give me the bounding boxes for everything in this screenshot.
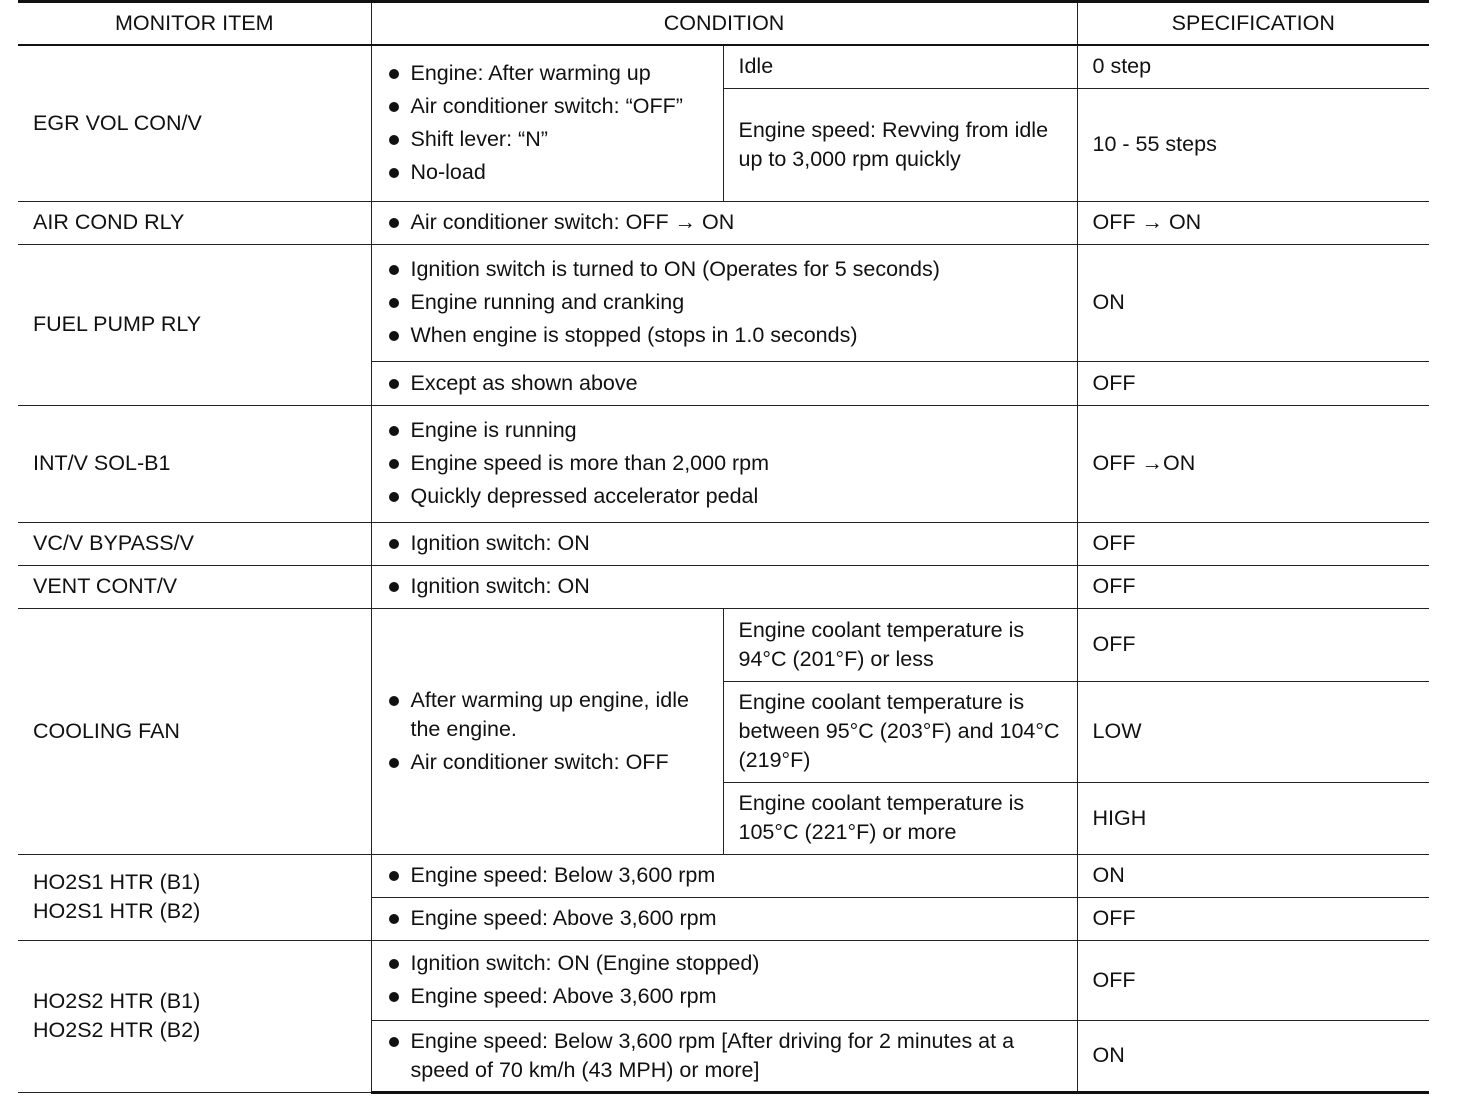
specification-cell: 10 - 55 steps [1077,88,1429,201]
sub-condition-cell: Engine coolant temperature is 105°C (221°F) or more [723,782,1077,854]
specification-cell: OFF [1077,361,1429,405]
table-row [18,940,1429,1020]
condition-cell [371,45,723,201]
specification-cell: OFF → ON [1077,201,1429,244]
list-item: Quickly depressed accelerator pedal [387,482,1067,511]
monitor-spec-table [18,0,1429,1094]
specification-cell: OFF [1077,565,1429,608]
list-item: Engine speed is more than 2,000 rpm [387,449,1067,478]
list-item: Ignition switch: ON [387,529,1067,558]
condition-cell [371,405,1077,522]
condition-cell [371,565,1077,608]
table-row [18,45,1429,88]
list-item: Ignition switch: ON [387,572,1067,601]
table-row [18,405,1429,522]
list-item: When engine is stopped (stops in 1.0 seconds) [387,321,1067,350]
condition-cell [371,897,1077,940]
specification-cell: ON [1077,854,1429,897]
specification-cell: ON [1077,1020,1429,1092]
list-item: Engine speed: Above 3,600 rpm [387,904,1067,933]
list-item: Engine speed: Above 3,600 rpm [387,982,1067,1011]
list-item: After warming up engine, idle the engine. [387,686,713,744]
specification-cell: OFF [1077,608,1429,681]
list-item: Ignition switch: ON (Engine stopped) [387,949,1067,978]
specification-cell: ON [1077,244,1429,361]
list-item: Air conditioner switch: OFF [387,748,713,777]
monitor-item-cell: AIR COND RLY [18,201,371,244]
list-item: Engine speed: Below 3,600 rpm [After driving for 2 minutes at a speed of 70 km/h (43 MPH) or more] [387,1027,1067,1085]
specification-cell: OFF [1077,940,1429,1020]
specification-cell: 0 step [1077,45,1429,88]
list-item: Engine speed: Below 3,600 rpm [387,861,1067,890]
list-item: Ignition switch is turned to ON (Operates for 5 seconds) [387,255,1067,284]
monitor-item-cell: FUEL PUMP RLY [18,244,371,405]
table-row [18,201,1429,244]
specification-cell: LOW [1077,681,1429,782]
condition-cell [371,201,1077,244]
condition-cell [371,608,723,854]
specification-cell: OFF [1077,522,1429,565]
header-monitor-item: MONITOR ITEM [18,2,371,46]
condition-cell [371,940,1077,1020]
monitor-item-cell: VC/V BYPASS/V [18,522,371,565]
list-item: Air conditioner switch: OFF → ON [387,208,1067,237]
list-item: Engine: After warming up [387,59,713,88]
sub-condition-cell: Idle [723,45,1077,88]
condition-cell [371,854,1077,897]
table-row [18,608,1429,681]
monitor-item-line: HO2S2 HTR (B2) [33,1018,201,1042]
monitor-item-line: HO2S1 HTR (B2) [33,899,201,923]
list-item: Engine running and cranking [387,288,1067,317]
list-item: Shift lever: “N” [387,125,713,154]
header-specification: SPECIFICATION [1077,2,1429,46]
data-monitor-table-wrapper [18,0,1429,1094]
specification-cell: OFF [1077,897,1429,940]
condition-cell [371,244,1077,361]
list-item: No-load [387,158,713,187]
header-row [18,2,1429,46]
monitor-item-cell: INT/V SOL-B1 [18,405,371,522]
monitor-item-line: HO2S2 HTR (B1) [33,989,201,1013]
condition-cell [371,522,1077,565]
header-condition: CONDITION [371,2,1077,46]
monitor-item-cell: VENT CONT/V [18,565,371,608]
condition-list [387,59,713,187]
table-row [18,854,1429,897]
monitor-item-cell [18,940,371,1092]
monitor-item-cell: EGR VOL CON/V [18,45,371,201]
monitor-item-cell: COOLING FAN [18,608,371,854]
monitor-item-line: HO2S1 HTR (B1) [33,870,201,894]
list-item: Engine is running [387,416,1067,445]
specification-cell: OFF →ON [1077,405,1429,522]
table-row [18,244,1429,361]
condition-cell [371,1020,1077,1092]
specification-cell: HIGH [1077,782,1429,854]
condition-cell [371,361,1077,405]
table-row [18,522,1429,565]
list-item: Except as shown above [387,369,1067,398]
table-row [18,565,1429,608]
sub-condition-cell: Engine speed: Revving from idle up to 3,000 rpm quickly [723,88,1077,201]
monitor-item-cell [18,854,371,940]
sub-condition-cell: Engine coolant temperature is between 95°C (203°F) and 104°C (219°F) [723,681,1077,782]
sub-condition-cell: Engine coolant temperature is 94°C (201°F) or less [723,608,1077,681]
list-item: Air conditioner switch: “OFF” [387,92,713,121]
